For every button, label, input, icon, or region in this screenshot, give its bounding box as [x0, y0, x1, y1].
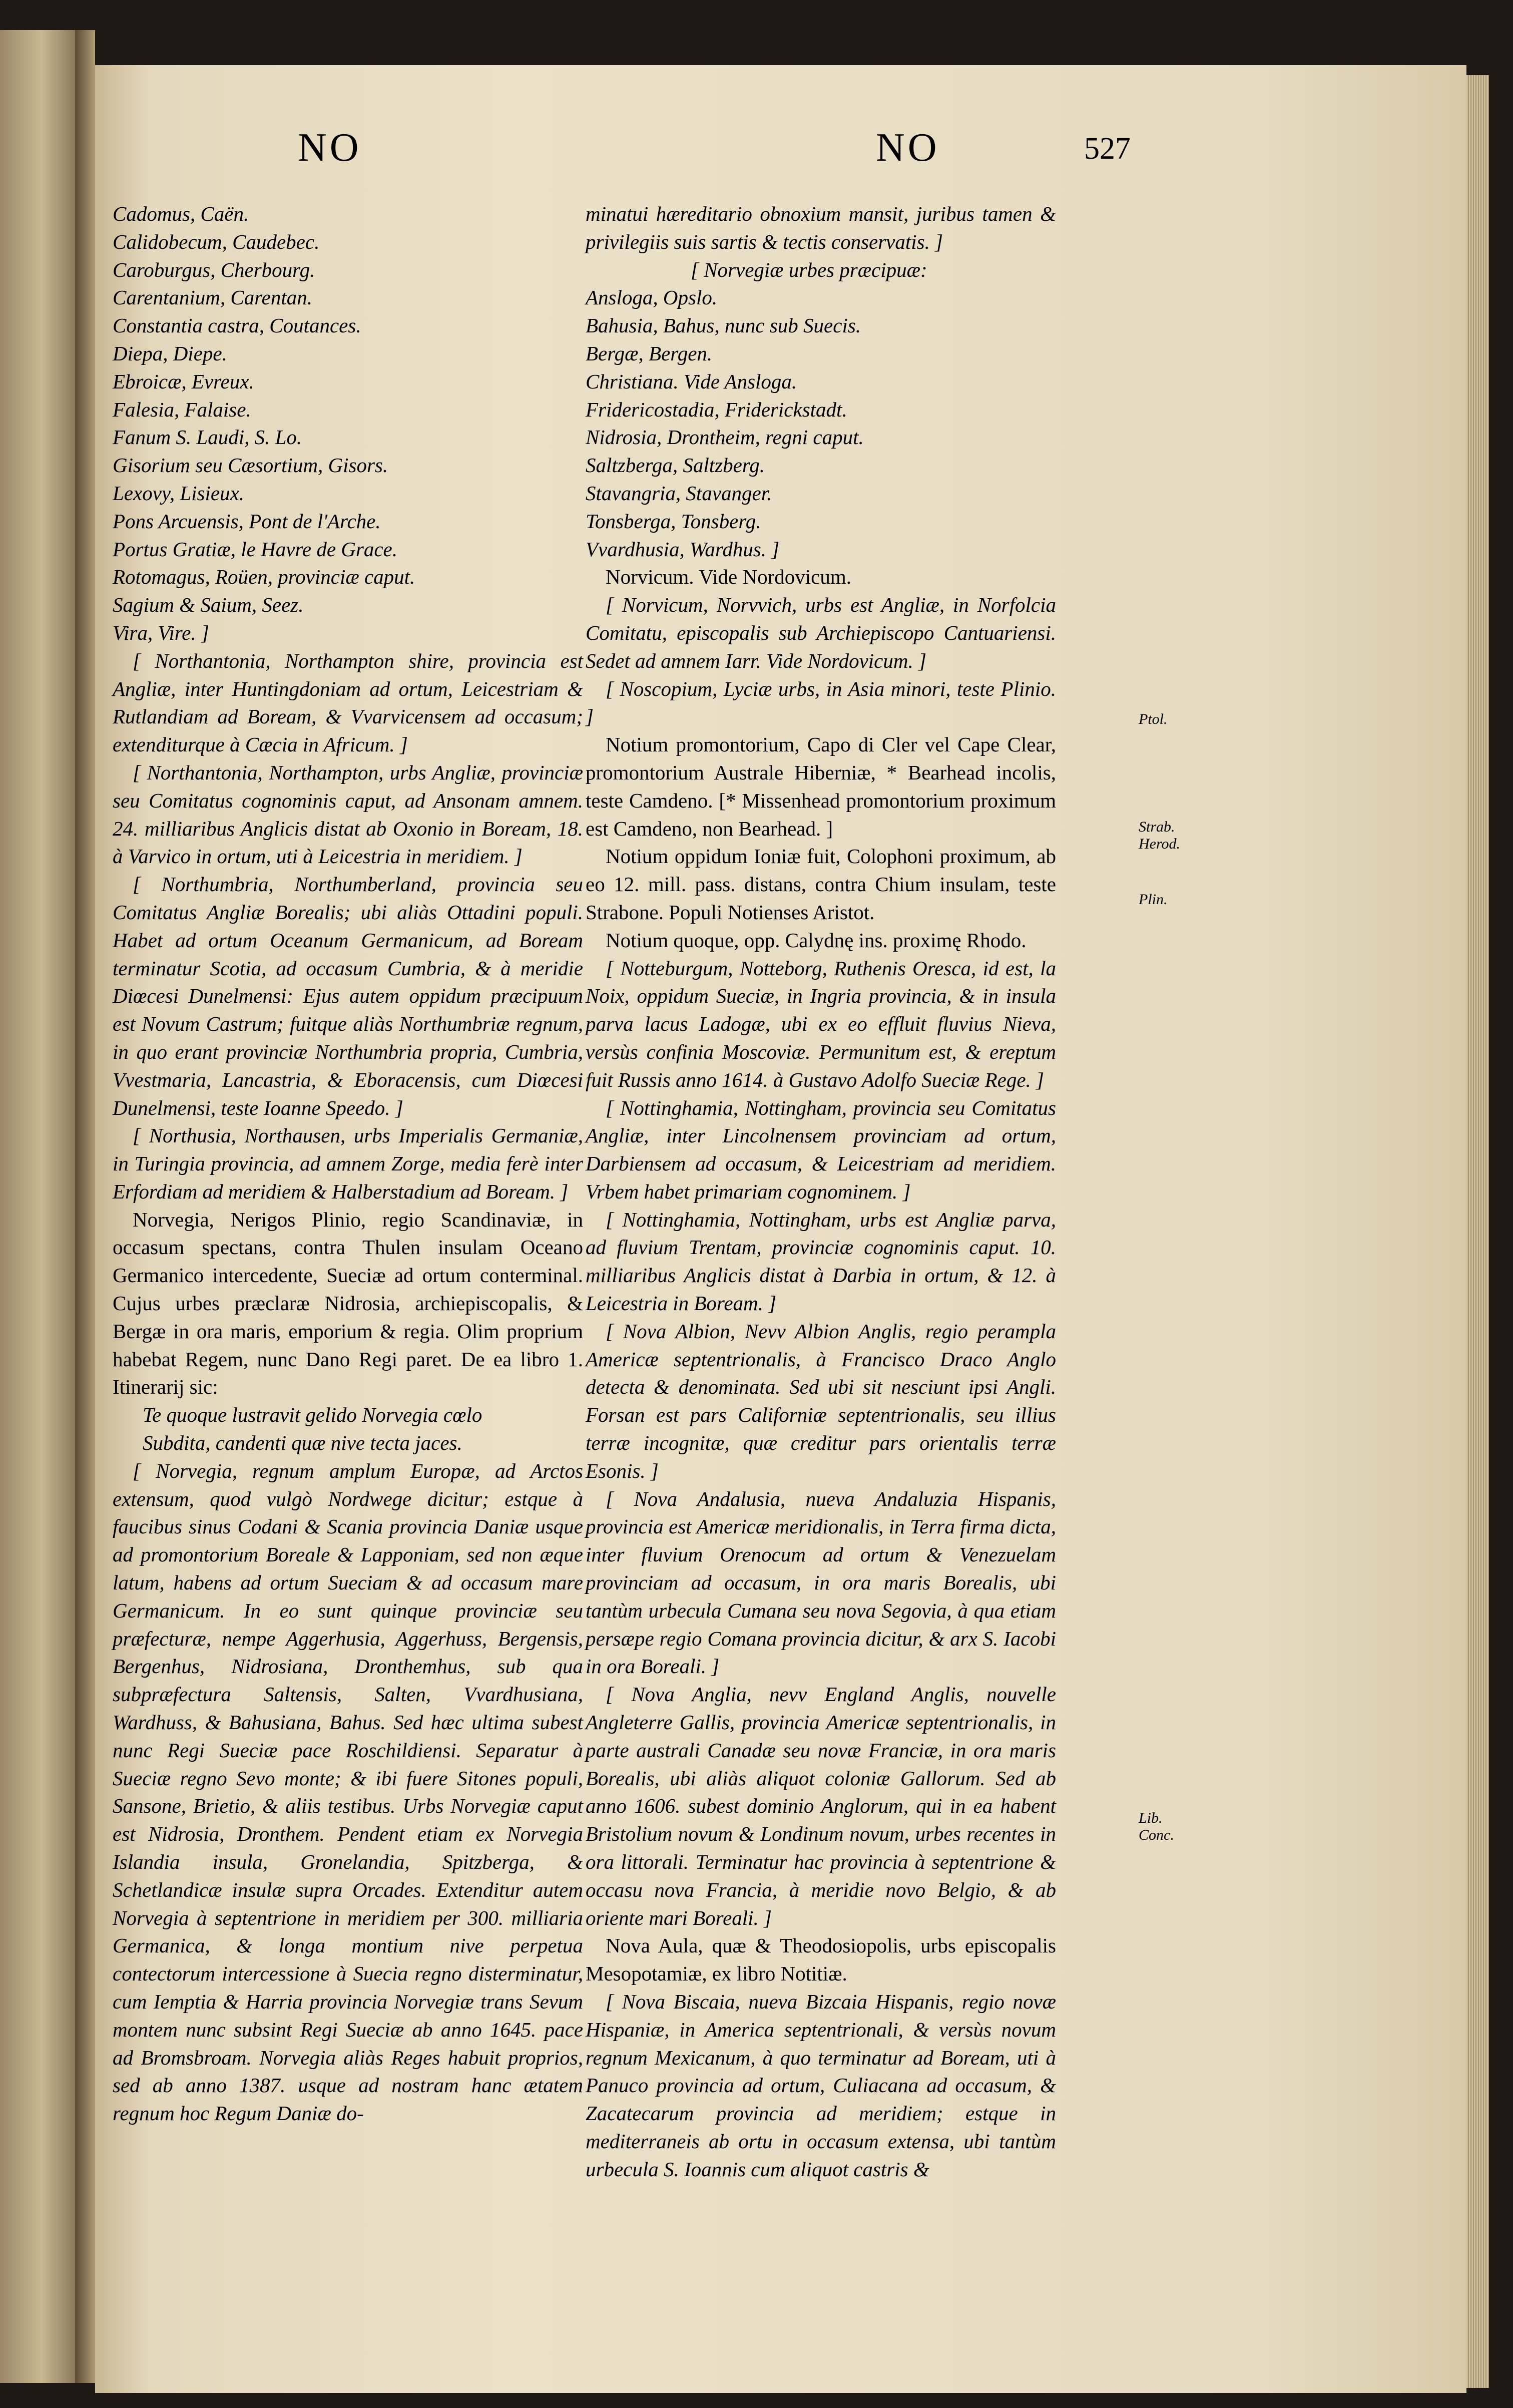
entry: Rotomagus, Roüen, provinciæ caput.	[113, 565, 415, 589]
margin-note: Lib. Conc.	[1139, 1810, 1174, 1843]
right-column	[586, 200, 1056, 2184]
entry: Gisorium seu Cæsortium, Gisors.	[113, 454, 388, 477]
entry: Fanum S. Laudi, S. Lo.	[113, 426, 302, 449]
entry: Tonsberga, Tonsberg.	[586, 509, 761, 533]
entry: Cadomus, Caën.	[113, 202, 249, 225]
entry: Vvardhusia, Wardhus. ]	[586, 537, 780, 561]
entry: Calidobecum, Caudebec.	[113, 230, 320, 253]
entry: Notium promontorium, Capo di Cler vel Cape Clear, promontorium Australe Hiberniæ, * Bearhead incolis, teste Camdeno. [* Missenhead promontorium proximum est Camdeno, non Bearhead. ]	[586, 733, 1056, 840]
entry: Falesia, Falaise.	[113, 397, 251, 421]
section-heading: [ Norvegiæ urbes præcipuæ:	[691, 258, 927, 281]
entry: Diepa, Diepe.	[113, 341, 227, 365]
entry: Pons Arcuensis, Pont de l'Arche.	[113, 509, 381, 533]
entry: Bahusia, Bahus, nunc sub Suecis.	[586, 314, 861, 337]
entry: Norvicum. Vide Nordovicum.	[606, 565, 851, 589]
entry: Notium oppidum Ioniæ fuit, Colophoni proximum, ab eo 12. mill. pass. distans, contra Chium insulam, teste Strabone. Populi Notienses Aristot.	[586, 845, 1056, 924]
verse-line: Subdita, candenti quæ nive tecta jaces.	[143, 1431, 462, 1455]
book-gutter	[75, 30, 95, 2383]
entry: Constantia castra, Coutances.	[113, 314, 361, 337]
entry: [ Northumbria, Northumberland, provincia seu Comitatus Angliæ Borealis; ubi aliàs Ottadini populi. Habet ad ortum Oceanum Germanicum, ad Boream terminatur Scotia, ad occasum Cumbria, & à meridie Diœcesi Dunelmensi: Ejus autem oppidum præcipuum est Novum Castrum; fuitque aliàs Northumbriæ regnum, in quo erant provinciæ Northumbria propria, Cumbria, Vvestmaria, Lancastria, & Eboracensis, cum Diœcesi Dunelmensi, teste Ioanne Speedo. ]	[113, 873, 583, 1119]
running-head-left: NO	[298, 126, 362, 170]
left-column	[113, 200, 583, 2128]
entry: Norvegia, Nerigos Plinio, regio Scandinaviæ, in occasum spectans, contra Thulen insulam Oceano Germanico intercedente, Sueciæ ad ortum conterminal. Cujus urbes præclaræ Nidrosia, archiepiscopalis, & Bergæ in ora maris, emporium & regia. Olim proprium habebat Regem, nunc Dano Regi paret. De ea libro 1. Itinerarij sic:	[113, 1208, 583, 1399]
entry: [ Nova Anglia, nevv England Anglis, nouvelle Angleterre Gallis, provincia Americæ septentrionalis, in parte australi Canadæ seu novæ Franciæ, in ora maris Borealis, ubi aliàs aliquot coloniæ Gallorum. Sed ab anno 1606. subest dominio Anglorum, qui in ea habent Bristolium novum & Londinum novum, urbes recentes in ora littorali. Terminatur hac provincia à septentrione & occasu nova Francia, à meridie novo Belgio, & ab oriente mari Boreali. ]	[586, 1683, 1056, 1929]
entry: minatui hæreditario obnoxium mansit, juribus tamen & privilegiis suis sartis & tectis conservatis. ]	[586, 202, 1056, 253]
margin-note: Plin.	[1139, 891, 1168, 908]
entry: [ Northusia, Northausen, urbs Imperialis Germaniæ, in Turingia provincia, ad amnem Zorge, media ferè inter Erfordiam ad meridiem & Halberstadium ad Boream. ]	[113, 1124, 583, 1203]
entry: Saltzberga, Saltzberg.	[586, 454, 765, 477]
margin-note: Strab. Herod.	[1139, 819, 1181, 852]
entry: Christiana. Vide Ansloga.	[586, 369, 797, 393]
entry: Notium quoque, opp. Calydnę ins. proximę Rhodo.	[606, 928, 1027, 952]
entry: [ Nova Andalusia, nueva Andaluzia Hispanis, provincia est Americæ meridionalis, in Terra firma dicta, inter fluvium Orenocum ad ortum & Venezuelam provinciam ad occasum, in ora maris Borealis, ubi tantùm urbecula Cumana seu nova Segovia, à qua etiam persæpe regio Comana provincia dicitur, & arx S. Iacobi in ora Boreali. ]	[586, 1487, 1056, 1678]
entry: Bergæ, Bergen.	[586, 341, 713, 365]
previous-page-edge	[0, 30, 78, 2383]
entry: Lexovy, Lisieux.	[113, 481, 245, 505]
page-number: 527	[1084, 132, 1131, 166]
verse-line: Te quoque lustravit gelido Norvegia cœlo	[143, 1403, 482, 1427]
entry: Fridericostadia, Friderickstadt.	[586, 397, 847, 421]
entry: Nidrosia, Drontheim, regni caput.	[586, 426, 864, 449]
entry: [ Northantonia, Northampton, urbs Angliæ, provinciæ seu Comitatus cognominis caput, ad Ansonam amnem. 24. milliaribus Anglicis distat ab Oxonio in Boream, 18. à Varvico in ortum, uti à Leicestria in meridiem. ]	[113, 760, 583, 868]
entry: [ Norvegia, regnum amplum Europæ, ad Arctos extensum, quod vulgò Nordwege dicitur; estque à faucibus sinus Codani & Scania provincia Daniæ usque ad promontorium Boreale & Lapponiam, sed non æque latum, habens ad ortum Sueciam & ad occasum mare Germanicum. In eo sunt quinque provinciæ seu præfecturæ, nempe Aggerhusia, Aggerhuss, Bergensis, Bergenhus, Nidrosiana, Dronthemhus, sub qua subpræfectura Saltensis, Salten, Vvardhusiana, Wardhuss, & Bahusiana, Bahus. Sed hæc ultima subest nunc Regi Sueciæ pace Roschildiensi. Separatur à Sueciæ regno Sevo monte; & ibi fuere Sitones populi, Sansone, Brietio, & aliis testibus. Urbs Norvegiæ caput est Nidrosia, Dronthem. Pendent etiam ex Norvegia Islandia insula, Gronelandia, Spitzberga, & Schetlandicæ insulæ supra Orcades. Extenditur autem Norvegia à septentrione in meridiem per 300. milliaria Germanica, & longa montium nive perpetua contectorum intercessione à Suecia regno disterminatur, cum Iemptia & Harria provincia Norvegiæ trans Sevum montem nunc subsint Regi Sueciæ ab anno 1645. pace ad Bromsbroam. Norvegia aliàs Reges habuit proprios, sed ab anno 1387. usque ad nostram hanc ætatem regnum hoc Regum Daniæ do-	[113, 1459, 583, 2125]
entry: [ Nottinghamia, Nottingham, urbs est Angliæ parva, ad fluvium Trentam, provinciæ cognominis caput. 10. milliaribus Anglicis distat à Darbia in ortum, & 12. à Leicestria in Boream. ]	[586, 1208, 1056, 1315]
entry: [ Nova Biscaia, nueva Bizcaia Hispanis, regio novæ Hispaniæ, in America septentrionali, & versùs novum regnum Mexicanum, à quo terminatur ad Boream, uti à Panuco provincia ad ortum, Culiacana ad occasum, & Zacatecarum provincia ad meridiem; estque in mediterraneis ab ortu in occasum extensa, ubi tantùm urbecula S. Ioannis cum aliquot castris &	[586, 1990, 1056, 2181]
entry: Ansloga, Opslo.	[586, 286, 718, 309]
entry: Portus Gratiæ, le Havre de Grace.	[113, 537, 397, 561]
entry: Caroburgus, Cherbourg.	[113, 258, 315, 281]
entry: Sagium & Saium, Seez.	[113, 593, 304, 617]
entry: [ Noscopium, Lyciæ urbs, in Asia minori, teste Plinio. ]	[586, 677, 1056, 728]
entry: Ebroicæ, Evreux.	[113, 369, 254, 393]
page-stack-edge	[1466, 75, 1489, 2388]
entry: Nova Aula, quæ & Theodosiopolis, urbs episcopalis Mesopotamiæ, ex libro Notitiæ.	[586, 1934, 1056, 1985]
entry: [ Nottinghamia, Nottingham, provincia seu Comitatus Angliæ, inter Lincolnensem provinciam ad ortum, Darbiensem ad occasum, & Leicestriam ad meridiem. Vrbem habet primariam cognominem. ]	[586, 1096, 1056, 1203]
entry: [ Norvicum, Norvvich, urbs est Angliæ, in Norfolcia Comitatu, episcopalis sub Archiepiscopo Cantuariensi. Sedet ad amnem Iarr. Vide Nordovicum. ]	[586, 593, 1056, 672]
entry: [ Nova Albion, Nevv Albion Anglis, regio perampla Americæ septentrionalis, à Francisco Draco Anglo detecta & denominata. Sed ubi sit nesciunt ipsi Angli. Forsan est pars Californiæ septentrionalis, seu illius terræ incognitæ, quæ creditur pars orientalis terræ Esonis. ]	[586, 1319, 1056, 1482]
margin-note: Ptol.	[1139, 711, 1168, 727]
running-head-right: NO	[876, 126, 940, 170]
entry: Stavangria, Stavanger.	[586, 481, 772, 505]
entry: [ Notteburgum, Notteborg, Ruthenis Oresсa, id est, la Noix, oppidum Sueciæ, in Ingria provincia, & in insula parva lacus Ladogæ, ubi ex eo effluit fluvius Nieva, versùs confinia Moscoviæ. Permunitum est, & ereptum fuit Russis anno 1614. à Gustavo Adolfo Sueciæ Rege. ]	[586, 956, 1056, 1091]
entry: [ Northantonia, Northampton shire, provincia est Angliæ, inter Huntingdoniam ad ortum, Leicestriam & Rutlandiam ad Boream, & Vvarvicensem ad occasum; extenditurque à Cæcia in Africum. ]	[113, 649, 583, 756]
entry: Vira, Vire. ]	[113, 621, 209, 644]
entry: Carentanium, Carentan.	[113, 286, 312, 309]
